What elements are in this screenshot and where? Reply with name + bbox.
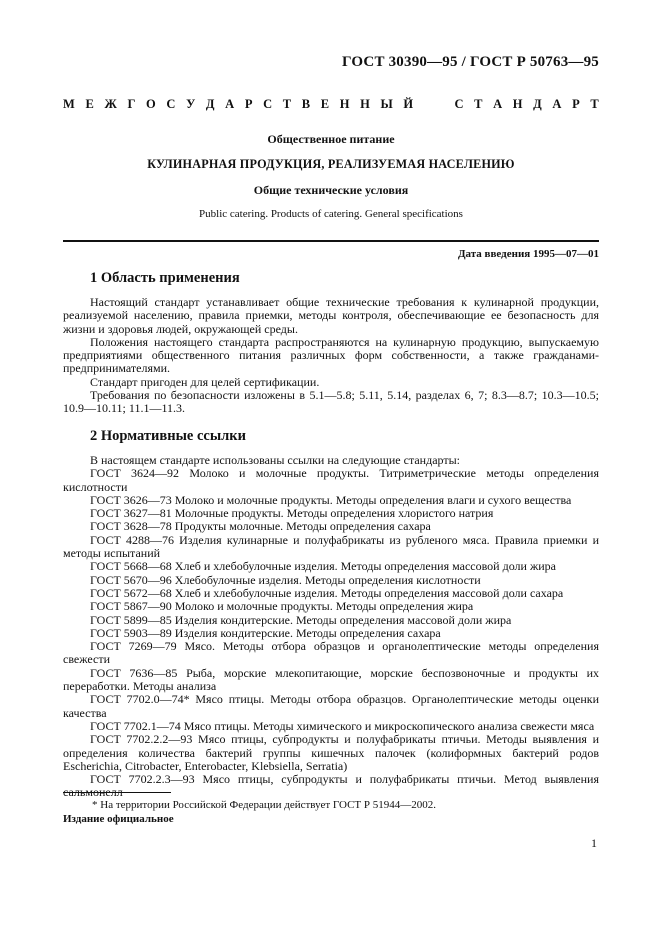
standard-type-heading: М Е Ж Г О С У Д А Р С Т В Е Н Н Ы Й С Т А Н Д А Р Т — [63, 97, 599, 111]
footnote: * На территории Российской Федерации действует ГОСТ Р 51944—2002. — [92, 799, 437, 811]
reference-item: ГОСТ 7702.0—74* Мясо птицы. Методы отбора образцов. Органолептические методы оценки качества — [63, 692, 599, 720]
reference-item: ГОСТ 5867—90 Молоко и молочные продукты. Методы определения жира — [90, 599, 474, 614]
section-1-heading: 1 Область применения — [90, 270, 240, 286]
title-divider — [63, 240, 599, 242]
paragraph: Стандарт пригоден для целей сертификации. — [90, 374, 320, 389]
paragraph: Положения настоящего стандарта распространяются на кулинарную продукцию, выпускаемую предприятиями общественного питания различных форм собственности, а также гражданами-предпринимателями. — [63, 334, 599, 376]
reference-item: ГОСТ 3626—73 Молоко и молочные продукты. Методы определения влаги и сухого вещества — [90, 492, 572, 507]
reference-item: ГОСТ 7636—85 Рыба, морские млекопитающие, морские беспозвоночные и продукты их переработки. Методы анализа — [63, 665, 599, 694]
effective-date: Дата введения 1995—07—01 — [457, 248, 599, 260]
reference-item: ГОСТ 5899—85 Изделия кондитерские. Методы определения массовой доли жира — [90, 612, 512, 627]
reference-item: ГОСТ 3628—78 Продукты молочные. Методы определения сахара — [90, 519, 431, 534]
footnote-divider — [63, 792, 171, 793]
reference-item: ГОСТ 5670—96 Хлебобулочные изделия. Методы определения кислотности — [90, 572, 481, 587]
reference-item: ГОСТ 3627—81 Молочные продукты. Методы определения хлористого натрия — [90, 506, 494, 521]
reference-item: ГОСТ 5903—89 Изделия кондитерские. Методы определения сахара — [90, 625, 441, 640]
document-subtitle: Общие технические условия — [253, 183, 409, 197]
section-2-heading: 2 Нормативные ссылки — [90, 428, 246, 444]
reference-item: ГОСТ 7702.2.3—93 Мясо птицы, субпродукты и полуфабрикаты птичьи. Метод выявления сальмонелл — [63, 772, 599, 800]
reference-item: ГОСТ 3624—92 Молоко и молочные продукты. Титриметрические методы определения кислотности — [63, 466, 599, 494]
category-title: Общественное питание — [267, 132, 395, 146]
section-1-body — [63, 296, 599, 416]
document-title: КУЛИНАРНАЯ ПРОДУКЦИЯ, РЕАЛИЗУЕМАЯ НАСЕЛЕНИЮ — [147, 157, 515, 171]
reference-item: ГОСТ 4288—76 Изделия кулинарные и полуфабрикаты из рубленого мяса. Правила приемки и методы испытаний — [63, 532, 599, 561]
document-code: ГОСТ 30390—95 / ГОСТ Р 50763—95 — [342, 54, 599, 70]
reference-item: ГОСТ 5672—68 Хлеб и хлебобулочные изделия. Методы определения массовой доли сахара — [90, 585, 564, 600]
reference-item: ГОСТ 5668—68 Хлеб и хлебобулочные изделия. Методы определения массовой доли жира — [90, 559, 557, 574]
paragraph: Настоящий стандарт устанавливает общие технические требования к кулинарной продукции, реализуемой населению, правила приемки, методы контроля, обеспечивающие ее безопасность для жизни и здоровья людей, окружающей среды. — [63, 295, 599, 336]
paragraph: Требования по безопасности изложены в 5.1—5.8; 5.11, 5.14, разделах 6, 7; 8.3—8.7; 10.3—10.5; 10.9—10.11; 11.1—11.3. — [63, 388, 599, 416]
reference-item: ГОСТ 7702.2.2—93 Мясо птицы, субпродукты и полуфабрикаты птичьи. Методы выявления и определения количества бактерий группы кишечных палочек (колиформных бактерий родов Escherichia, Citrobacter, Enterobacter, Klebsiella, Serratia) — [63, 732, 599, 773]
english-title: Public catering. Products of catering. General specifications — [199, 208, 463, 220]
reference-item: ГОСТ 7269—79 Мясо. Методы отбора образцов и органолептические методы определения свежести — [63, 639, 599, 667]
section-2-body — [63, 454, 599, 800]
reference-item: ГОСТ 7702.1—74 Мясо птицы. Методы химического и микроскопического анализа свежести мяса — [90, 718, 595, 733]
paragraph: В настоящем стандарте использованы ссылки на следующие стандарты: — [90, 453, 461, 467]
edition-label: Издание официальное — [63, 813, 174, 825]
page-number: 1 — [591, 836, 597, 850]
